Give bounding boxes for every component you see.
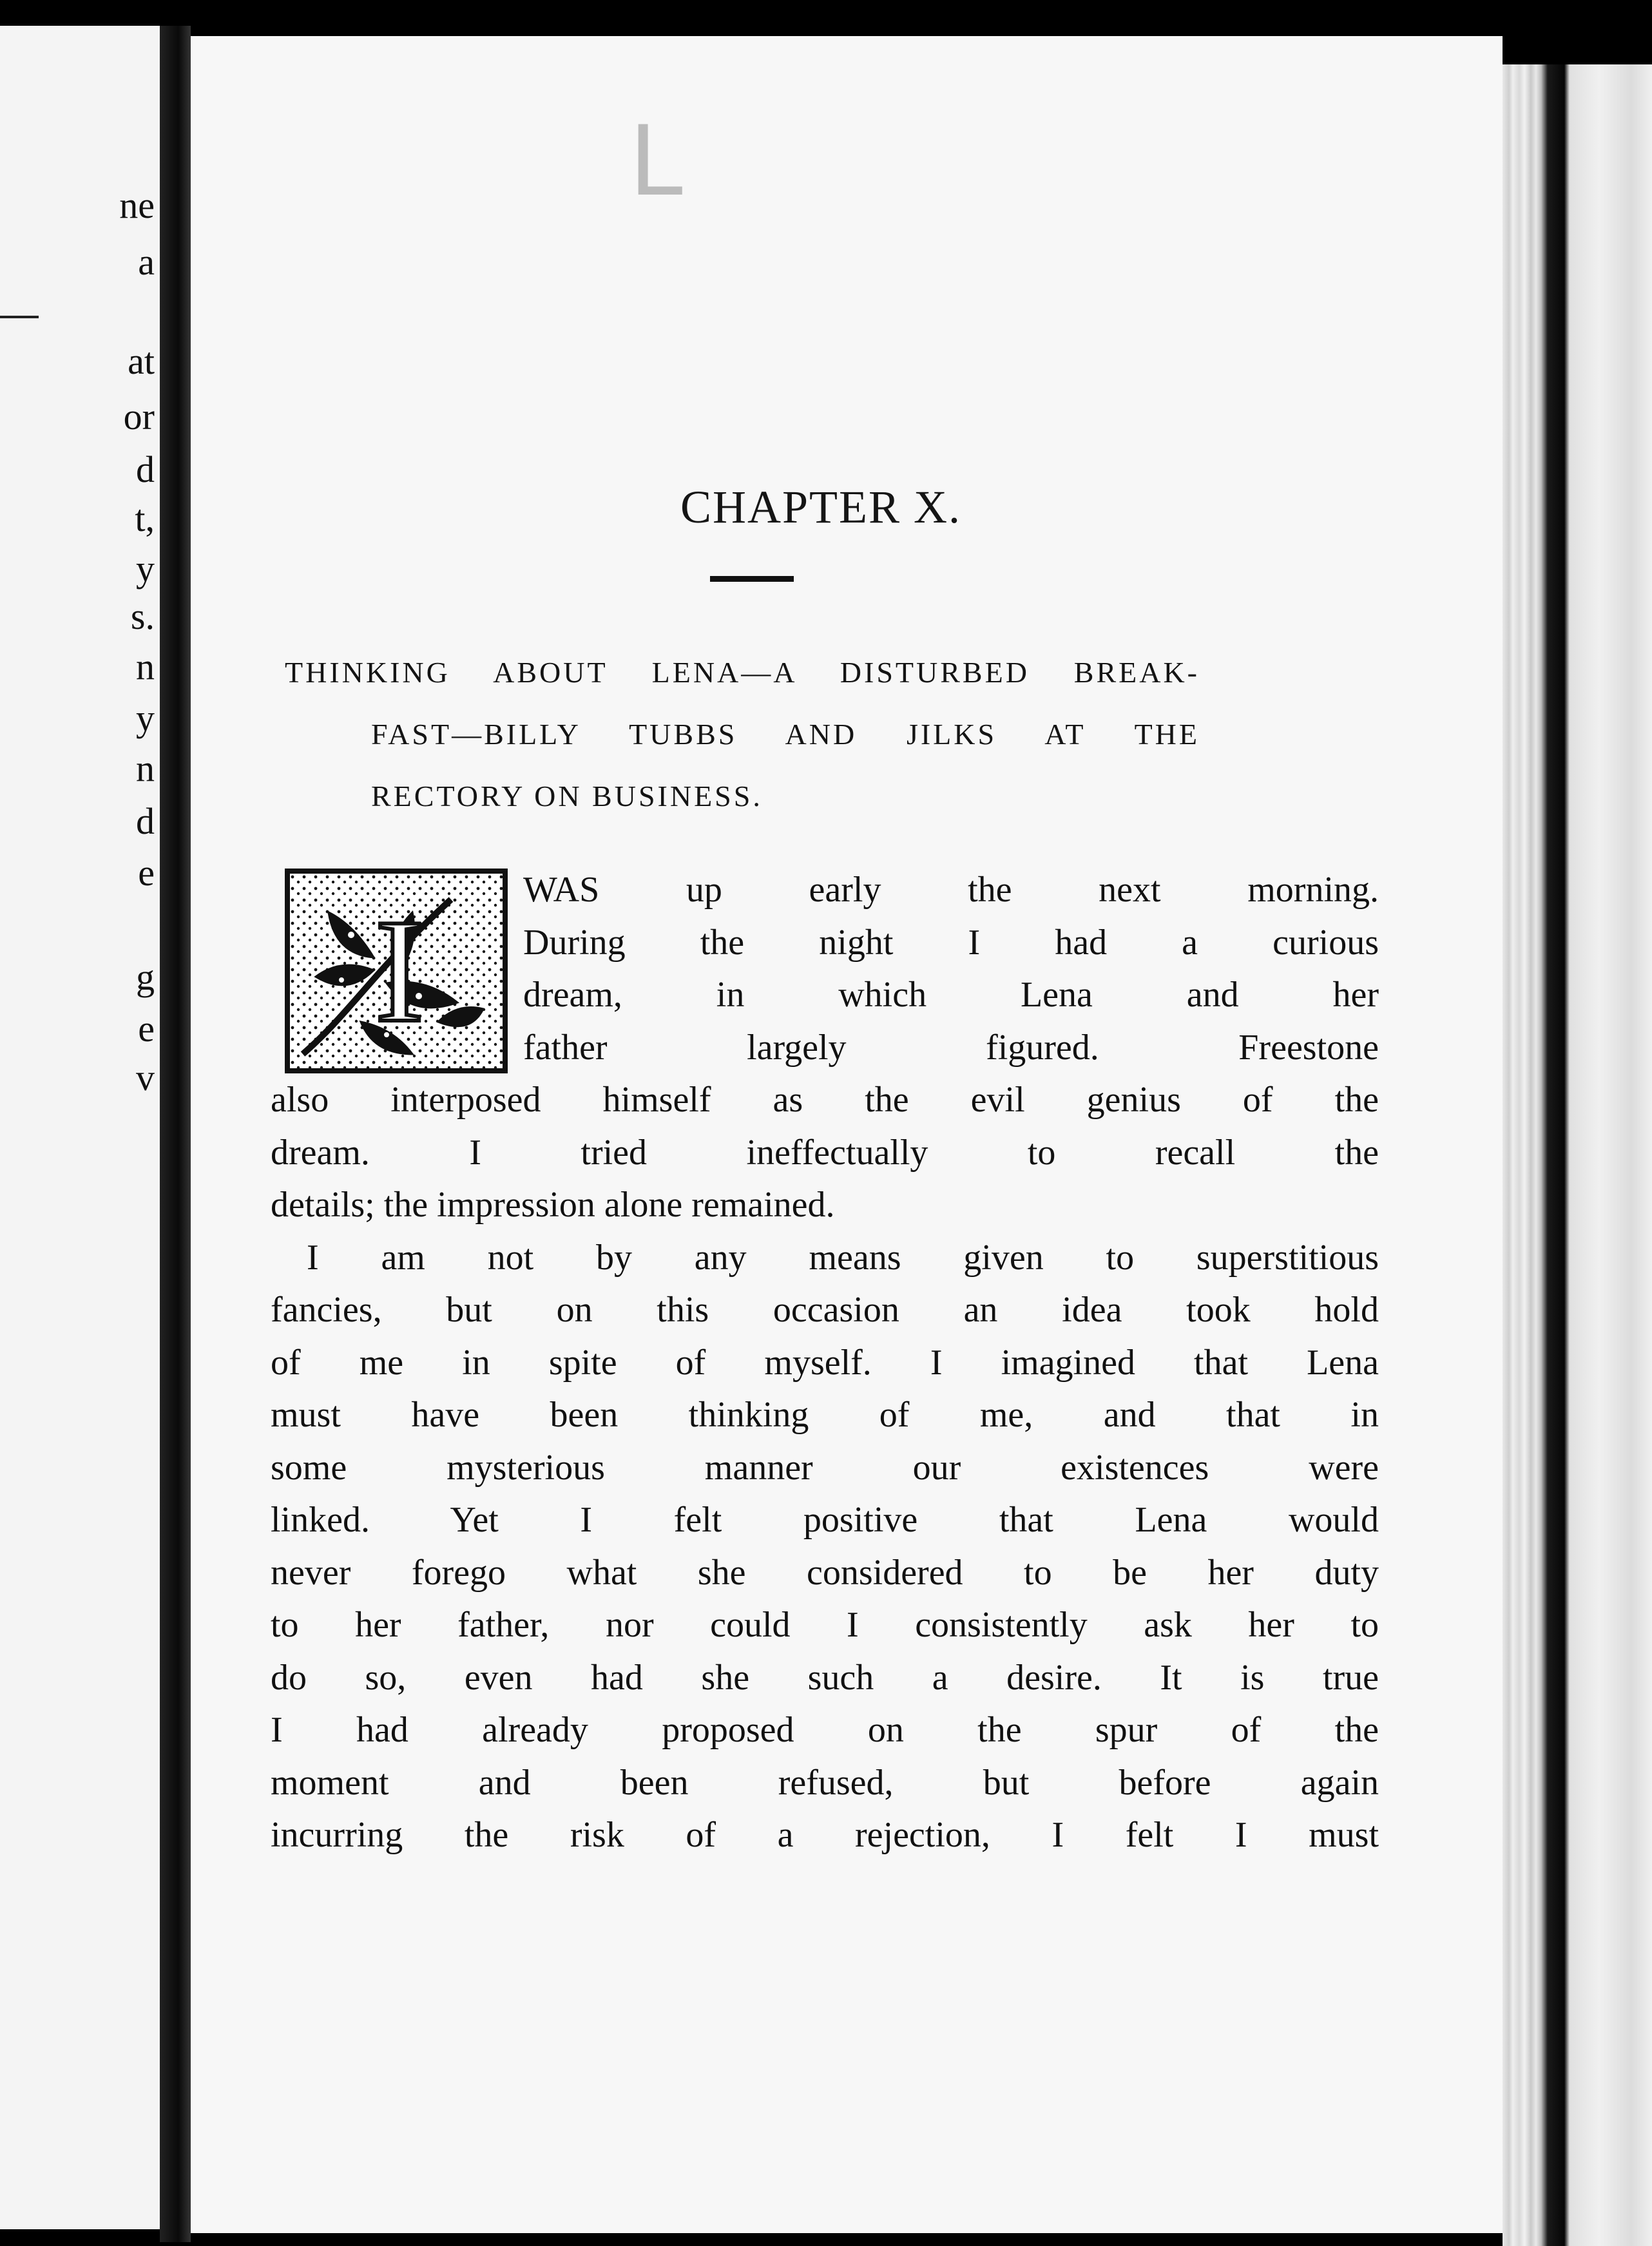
body-line: fancies, but on this occasion an idea took hold bbox=[271, 1290, 1379, 1330]
left-page-fragment: y bbox=[136, 548, 155, 590]
drop-cap-letter: I bbox=[374, 888, 425, 1053]
body-line: dream, in which Lena and her bbox=[523, 975, 1379, 1015]
left-page-fragment: v bbox=[136, 1057, 155, 1099]
synopsis-line: RECTORY ON BUSINESS. bbox=[371, 780, 763, 812]
body-line: moment and been refused, but before again bbox=[271, 1762, 1379, 1803]
body-line: some mysterious manner our existences were bbox=[271, 1447, 1379, 1488]
left-page-fragment: y bbox=[136, 697, 155, 739]
body-line: do so, even had she such a desire. It is true bbox=[271, 1657, 1379, 1698]
left-facing-page bbox=[0, 26, 160, 2229]
book-gutter bbox=[160, 26, 191, 2242]
left-page-fragment: at bbox=[128, 340, 155, 382]
chapter-synopsis bbox=[285, 642, 1200, 827]
left-page-fragment: n bbox=[136, 747, 155, 789]
body-line: WAS up early the next morning. bbox=[523, 870, 1379, 910]
body-text bbox=[271, 864, 1379, 1862]
chapter-title: CHAPTER X. bbox=[680, 481, 962, 533]
left-page-fragment: ne bbox=[119, 184, 155, 226]
body-line: of me in spite of myself. I imagined that Lena bbox=[271, 1342, 1379, 1383]
book-page bbox=[191, 36, 1503, 2233]
body-line: also interposed himself as the evil genius of the bbox=[271, 1080, 1379, 1120]
body-line: details; the impression alone remained. bbox=[271, 1185, 835, 1225]
left-page-rule bbox=[0, 316, 39, 318]
body-line: linked. Yet I felt positive that Lena would bbox=[271, 1500, 1379, 1540]
body-line: incurring the risk of a rejection, I felt I must bbox=[271, 1815, 1379, 1855]
left-page-fragment: s. bbox=[130, 595, 155, 637]
left-page-fragment: or bbox=[123, 396, 155, 437]
left-page-fragment: n bbox=[136, 646, 155, 687]
title-rule bbox=[710, 576, 794, 582]
pencil-mark: L bbox=[629, 106, 683, 218]
body-line: I had already proposed on the spur of the bbox=[271, 1710, 1379, 1750]
left-page-fragment: e bbox=[138, 1008, 155, 1050]
body-line: dream. I tried ineffectually to recall the bbox=[271, 1132, 1379, 1173]
synopsis-line: FAST—BILLY TUBBS AND JILKS AT THE bbox=[371, 718, 1200, 751]
left-page-fragment: d bbox=[136, 800, 155, 842]
page-edges bbox=[1503, 64, 1652, 2246]
body-line: During the night I had a curious bbox=[523, 922, 1379, 963]
left-page-fragment: d bbox=[136, 448, 155, 490]
body-line: never forego what she considered to be her duty bbox=[271, 1552, 1379, 1593]
body-line: to her father, nor could I consistently ask her to bbox=[271, 1605, 1379, 1645]
left-page-fragment: e bbox=[138, 852, 155, 894]
body-line: must have been thinking of me, and that in bbox=[271, 1395, 1379, 1435]
left-page-fragment: g bbox=[136, 956, 155, 998]
body-line: father largely figured. Freestone bbox=[523, 1027, 1379, 1068]
left-page-fragment: t, bbox=[135, 497, 155, 539]
synopsis-line: THINKING ABOUT LENA—A DISTURBED BREAK- bbox=[285, 656, 1200, 689]
left-page-fragment: a bbox=[138, 241, 155, 283]
body-line: I am not by any means given to superstitious bbox=[307, 1237, 1379, 1278]
